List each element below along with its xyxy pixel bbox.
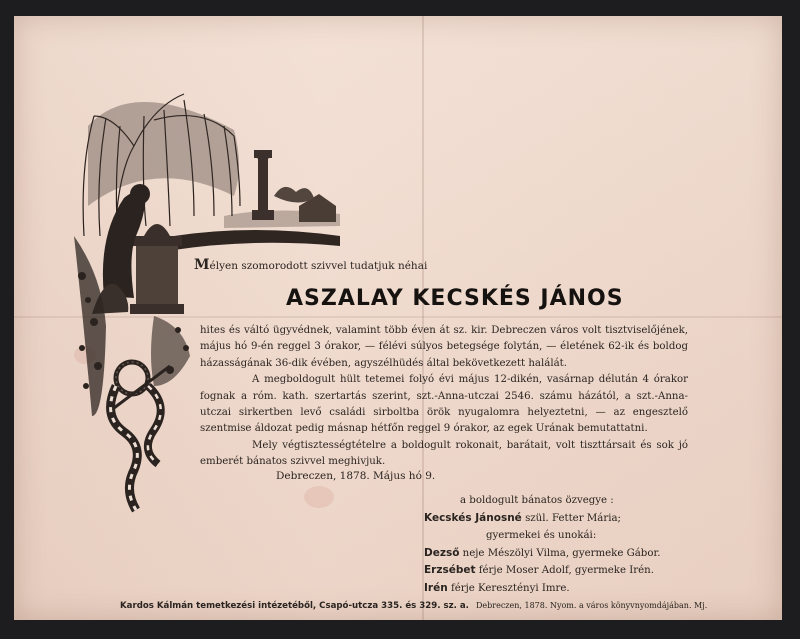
intro-text: élyen szomorodott szivvel tudatjuk néhai [209, 260, 428, 272]
child-line [424, 562, 660, 580]
deceased-name: ASZALAY KECSKÉS JÁNOS [286, 286, 624, 311]
intro-line [194, 257, 427, 273]
child-line [424, 580, 660, 598]
notice-paragraph-3: Mely végtisztességtételre a boldogult rokonait, barátait, volt tiszttársait és sok jó emberét bánatos szivvel meghivjuk. [200, 439, 688, 468]
child-name: Irén [424, 581, 448, 594]
notice-paragraph-1: hites és váltó ügyvédnek, valamint több éven át sz. kir. Debreczen város volt tisztviselőjének, május hó 9-én reggel 3 órakor, — félévi súlyos betegsége folytán, — életének 62-ik és boldog házasságának 36-dik évében, agyszélhüdés által bekövetkezett halálát. [200, 325, 688, 369]
child-rest: neje Mészölyi Vilma, gyermeke Gábor. [462, 547, 661, 559]
children-heading: gyermekei és unokái: [486, 530, 597, 542]
widow-name: Kecskés Jánosné [424, 511, 522, 524]
child-rest: férje Keresztényi Imre. [450, 582, 570, 594]
widow-rest: szül. Fetter Mária; [525, 512, 621, 524]
mourners-block [424, 492, 660, 598]
notice-paragraph-2: A megboldogult hült tetemei folyó évi május 12-dikén, vasárnap délután 4 órakor fognak a róm. kath. szertartás szerint, szt.-Anna-utczai 2546. számu házától, a szt.-Anna-utczai sirkertben levő családi sirboltba örök nyugalomra helyeztetni, — az engesztelő szentmise áldozat pedig másnap hétfőn reggel 9 órakor, az egek Urának bemutattatni. [200, 374, 688, 435]
child-name: Erzsébet [424, 564, 476, 577]
date-line: Debreczen, 1878. Május hó 9. [276, 470, 436, 482]
widow-line [424, 510, 660, 528]
notice-body [200, 323, 688, 471]
intro-dropcap: M [194, 257, 210, 273]
child-rest: férje Moser Adolf, gyermeke Irén. [478, 565, 654, 577]
child-name: Dezső [424, 546, 460, 559]
printer-imprint: Debreczen, 1878. Nyom. a város könyvnyomdájában. Mj. [476, 601, 708, 610]
funeral-home-imprint: Kardos Kálmán temetkezési intézetéből, Csapó-utcza 335. és 329. sz. a. [120, 601, 469, 611]
mourners-heading: a boldogult bánatos özvegye : [460, 495, 614, 506]
child-line [424, 545, 660, 563]
